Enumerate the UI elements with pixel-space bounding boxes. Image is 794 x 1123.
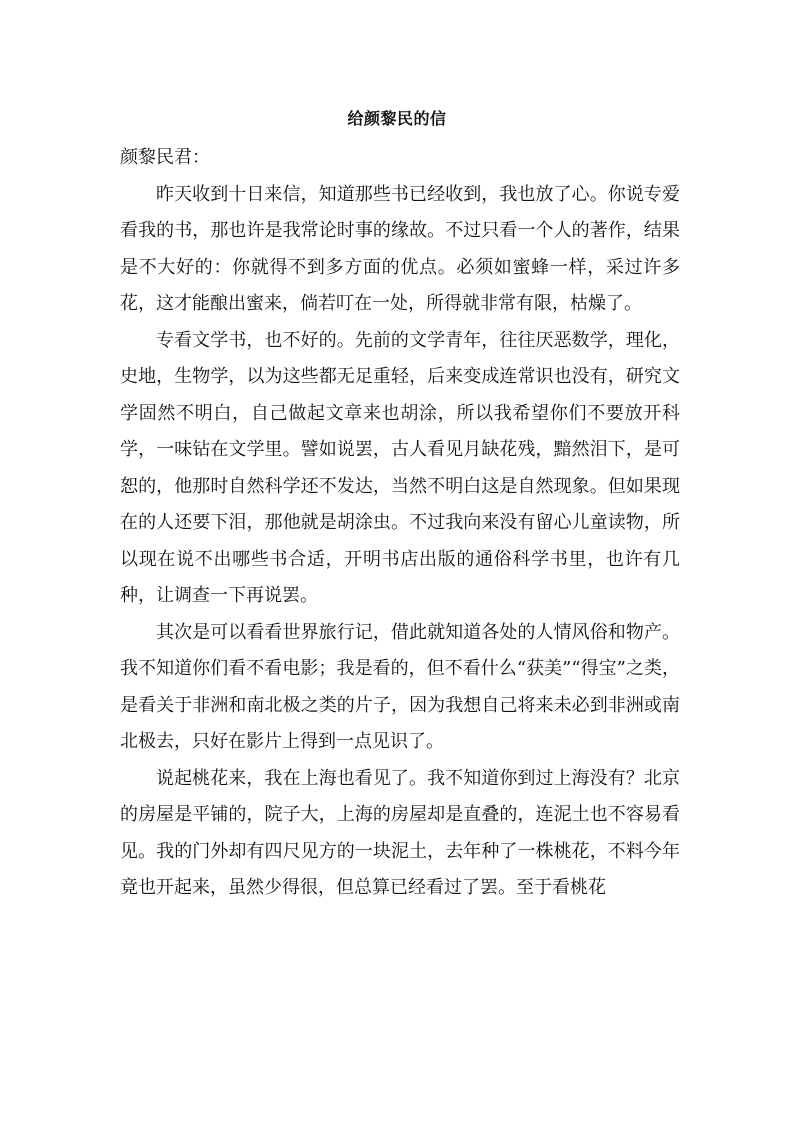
letter-body	[120, 140, 680, 907]
paragraph-3: 其次是可以看看世界旅行记，借此就知道各处的人情风俗和物产。我不知道你们看不看电影；我是看的，但不看什么“获美”“得宝”之类，是看关于非洲和南北极之类的片子，因为我想自己将来未必到非洲或南北极去，只好在影片上得到一点见识了。	[120, 621, 680, 752]
paragraph-4: 说起桃花来，我在上海也看见了。我不知道你到过上海没有？北京的房屋是平铺的，院子大，上海的房屋却是直叠的，连泥土也不容易看见。我的门外却有四尺见方的一块泥土，去年种了一株桃花，不料今年竟也开起来，虽然少得很，但总算已经看过了罢。至于看桃花	[120, 767, 680, 898]
paragraph-2: 专看文学书，也不好的。先前的文学青年，往往厌恶数学，理化，史地，生物学，以为这些都无足重轻，后来变成连常识也没有，研究文学固然不明白，自己做起文章来也胡涂，所以我希望你们不要放开科学，一味钻在文学里。譬如说罢，古人看见月缺花残，黯然泪下，是可恕的，他那时自然科学还不发达，当然不明白这是自然现象。但如果现在的人还要下泪，那他就是胡涂虫。不过我向来没有留心儿童读物，所以现在说不出哪些书合适，开明书店出版的通俗科学书里，也许有几种，让调查一下再说罢。	[120, 329, 680, 606]
salutation: 颜黎民君：	[120, 147, 210, 168]
page-title: 给颜黎民的信	[347, 109, 447, 128]
paragraph-1: 昨天收到十日来信，知道那些书已经收到，我也放了心。你说专爱看我的书，那也许是我常论时事的缘故。不过只看一个人的著作，结果是不大好的：你就得不到多方面的优点。必须如蜜蜂一样，采过许多花，这才能酿出蜜来，倘若叮在一处，所得就非常有限，枯燥了。	[120, 183, 680, 314]
